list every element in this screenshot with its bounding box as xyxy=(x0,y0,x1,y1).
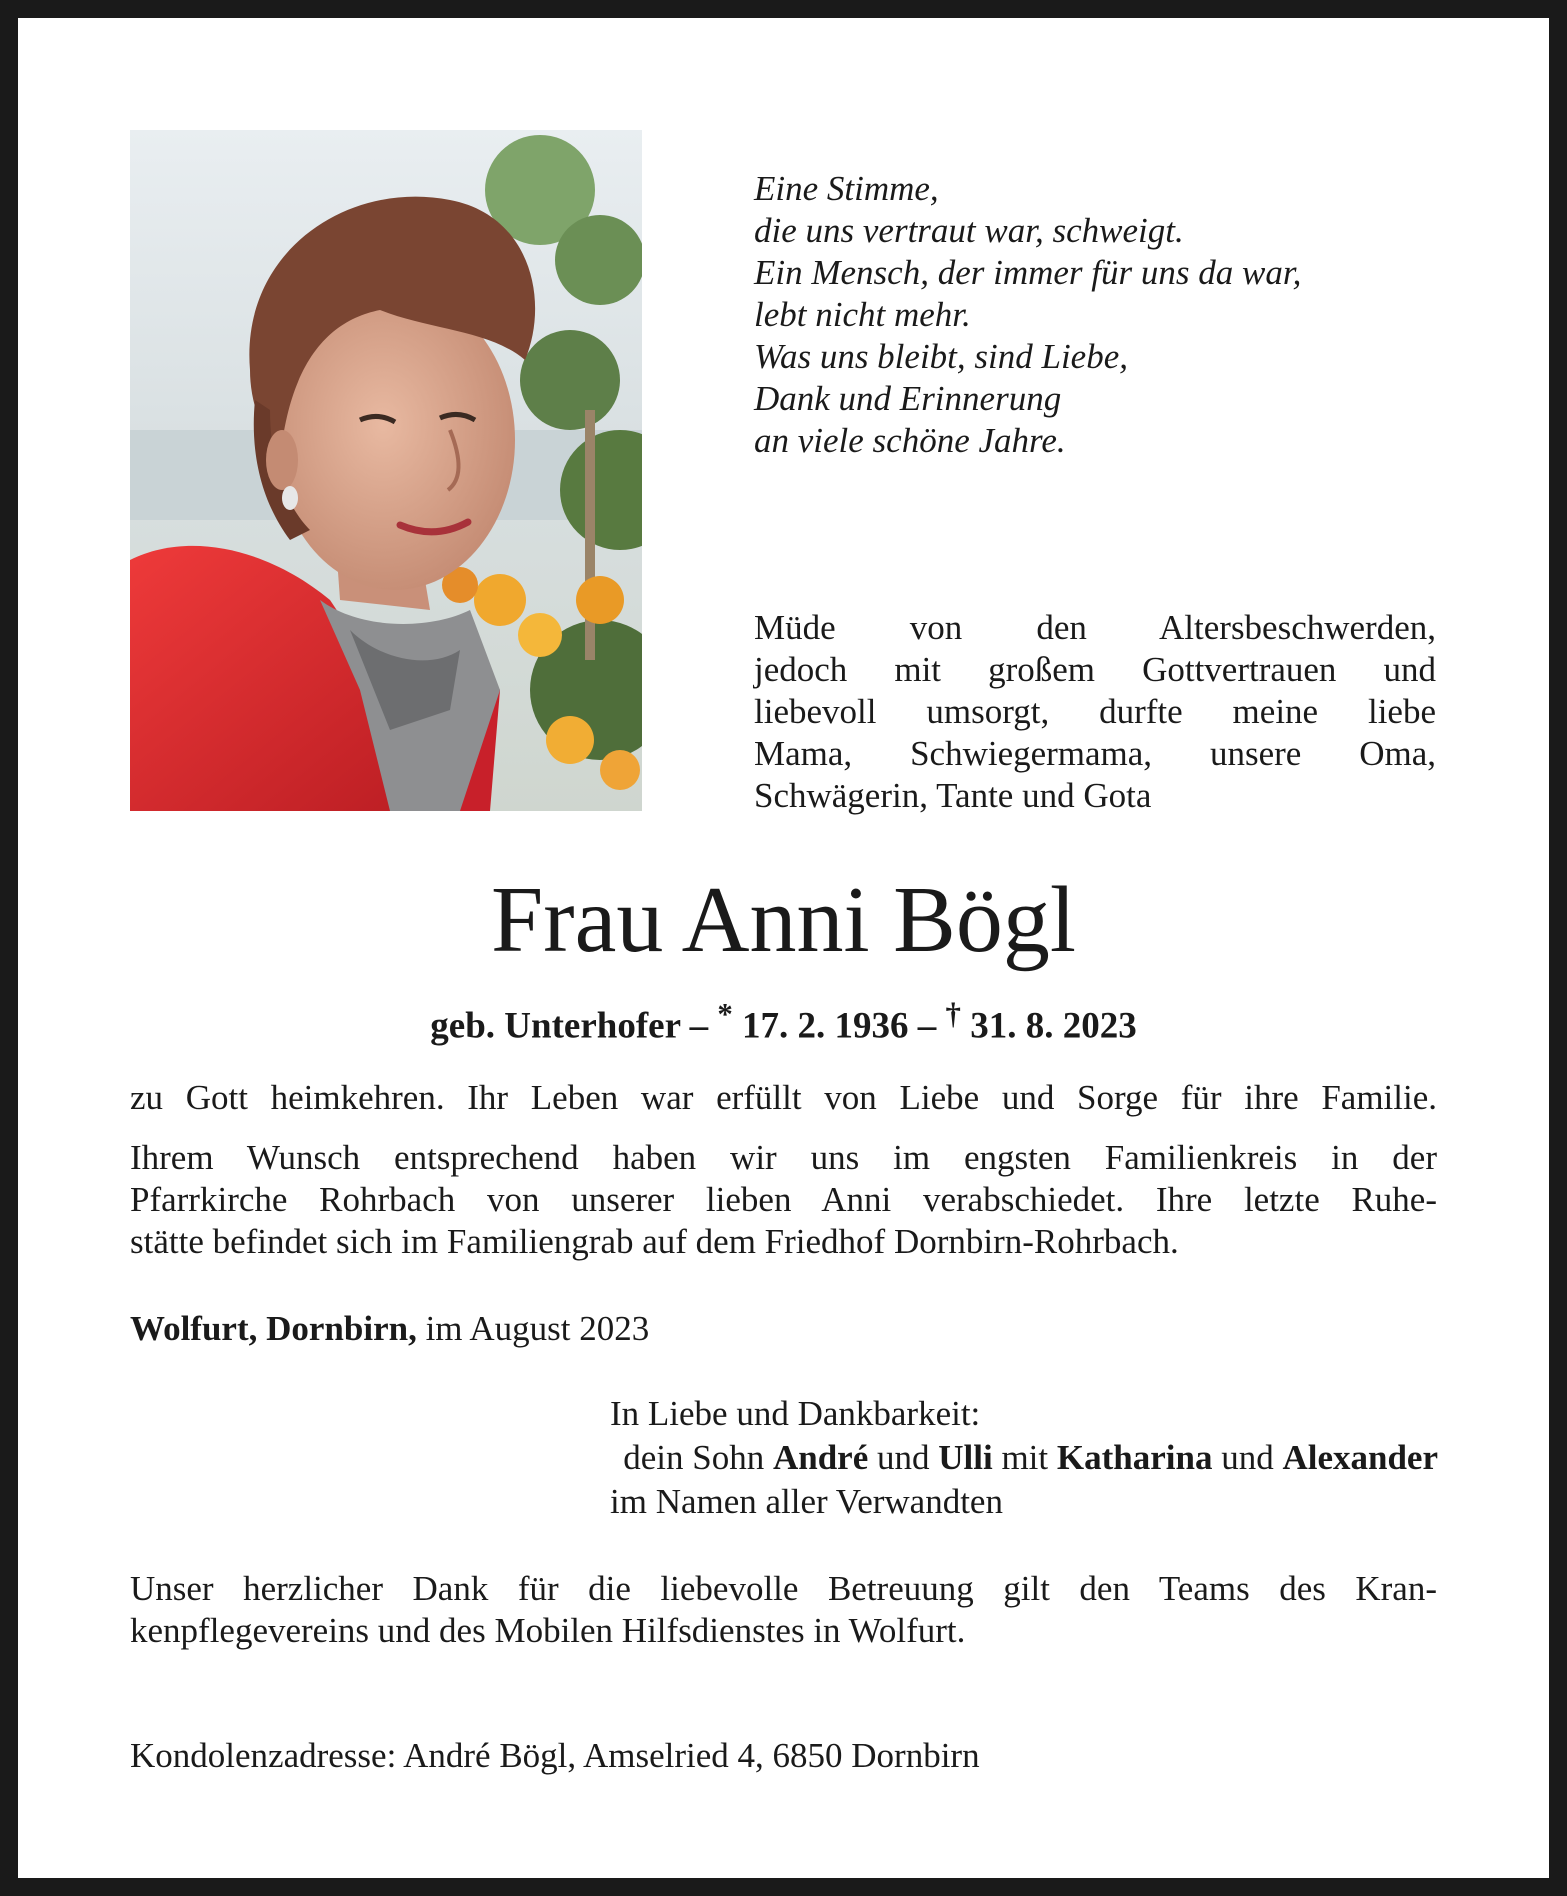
paragraph-line: kenpflegevereins und des Mobilen Hilfsdienstes in Wolfurt. xyxy=(130,1611,966,1650)
signature-block xyxy=(600,1392,1438,1524)
birth-date: 17. 2. 1936 xyxy=(732,1005,909,1047)
paragraph-line: Ihrem Wunsch entsprechend haben wir uns im engsten Familienkreis in der xyxy=(130,1138,1437,1177)
poem-line: an viele schöne Jahre. xyxy=(754,421,1066,460)
deceased-name: Frau Anni Bögl xyxy=(491,868,1076,972)
paragraph-line: Unser herzlicher Dank für die liebevolle Betreuung gilt den Teams des Kran- xyxy=(130,1569,1437,1608)
paragraph-line: zu Gott heimkehren. Ihr Leben war erfüllt von Liebe und Sorge für ihre Familie. xyxy=(130,1078,1437,1117)
poem-line: Dank und Erinnerung xyxy=(754,379,1062,418)
intro-line: liebevoll umsorgt, durfte meine liebe xyxy=(754,692,1436,731)
paragraph-line: stätte befindet sich im Familiengrab auf dem Friedhof Dornbirn-Rohrbach. xyxy=(130,1222,1179,1261)
intro-line: Mama, Schwiegermama, unsere Oma, xyxy=(754,734,1436,773)
intro-line: Schwägerin, Tante und Gota xyxy=(754,776,1152,815)
birth-death-line xyxy=(0,992,1567,1048)
birth-name: geb. Unterhofer xyxy=(430,1005,681,1047)
paragraph-line: Pfarrkirche Rohrbach von unserer lieben Anni verabschiedet. Ihre letzte Ruhe- xyxy=(130,1180,1437,1219)
signature-text: und xyxy=(1212,1438,1283,1477)
date: im August 2023 xyxy=(416,1309,650,1348)
poem-line: die uns vertraut war, schweigt. xyxy=(754,211,1184,250)
signature-footer: im Namen aller Verwandten xyxy=(610,1482,1003,1521)
poem-line: Was uns bleibt, sind Liebe, xyxy=(754,337,1128,376)
separator: – xyxy=(680,1005,718,1047)
intro-line: jedoch mit großem Gottvertrauen und xyxy=(754,650,1436,689)
paragraph-homecoming xyxy=(130,1077,1437,1119)
condolence-address: Kondolenzadresse: André Bögl, Amselried 4, 6850 Dornbirn xyxy=(130,1736,980,1775)
paragraph-thanks xyxy=(130,1568,1437,1652)
signature-name: Ulli xyxy=(938,1438,993,1477)
separator: – xyxy=(908,1005,946,1047)
signature-heading: In Liebe und Dankbarkeit: xyxy=(610,1394,981,1433)
birth-symbol: * xyxy=(717,997,733,1031)
signature-text: und xyxy=(868,1438,939,1477)
memorial-poem xyxy=(754,168,1474,462)
signature-name: Katharina xyxy=(1056,1438,1213,1477)
signature-name: André xyxy=(772,1438,869,1477)
poem-line: Eine Stimme, xyxy=(754,169,939,208)
intro-text xyxy=(754,607,1436,817)
place-and-date xyxy=(130,1308,1437,1350)
signature-text: dein Sohn xyxy=(623,1438,773,1477)
signature-names xyxy=(600,1436,1438,1480)
poem-line: Ein Mensch, der immer für uns da war, xyxy=(754,253,1302,292)
signature-name: Alexander xyxy=(1282,1438,1438,1477)
intro-line: Müde von den Altersbeschwerden, xyxy=(754,608,1436,647)
paragraph-farewell xyxy=(130,1137,1437,1263)
poem-line: lebt nicht mehr. xyxy=(754,295,971,334)
portrait-photo xyxy=(130,130,642,811)
death-date: 31. 8. 2023 xyxy=(960,1005,1137,1047)
place: Wolfurt, Dornbirn, xyxy=(130,1309,417,1348)
death-symbol: † xyxy=(945,997,961,1031)
signature-text: mit xyxy=(992,1438,1057,1477)
